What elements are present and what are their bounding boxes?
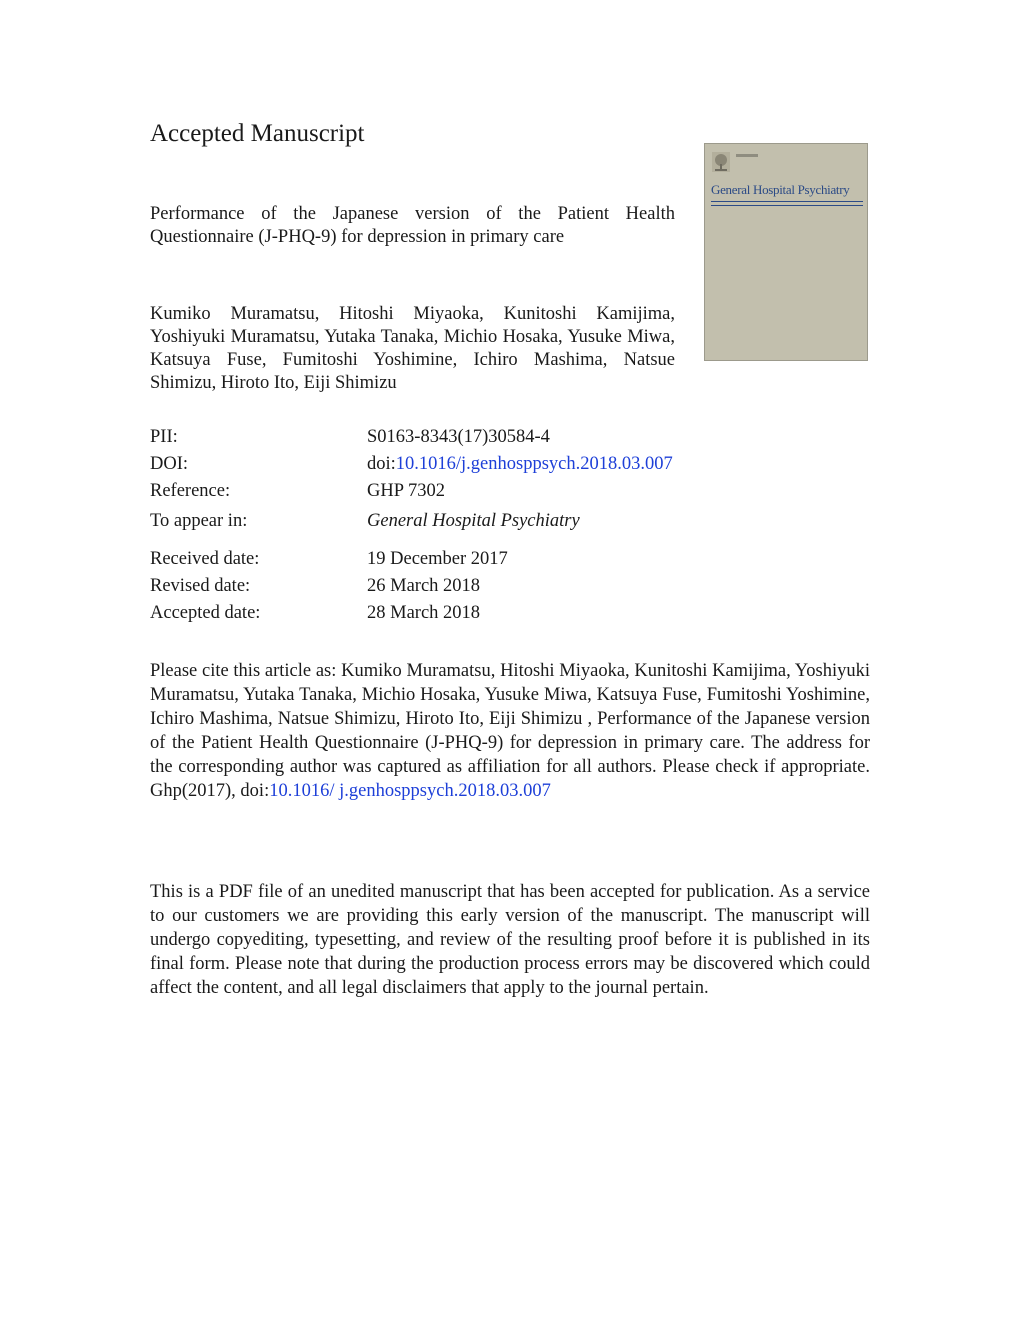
- page-heading: Accepted Manuscript: [150, 120, 365, 147]
- appear-label: To appear in:: [150, 511, 248, 531]
- accepted-value: 28 March 2018: [367, 603, 481, 623]
- journal-cover-image: [704, 143, 868, 361]
- accepted-label: Accepted date:: [150, 603, 261, 623]
- cover-small-text-bar: [736, 154, 758, 157]
- doi-value: [367, 453, 673, 476]
- cover-subtitle-band: [711, 201, 863, 206]
- meta-row-pii: [150, 426, 870, 453]
- article-metadata: [150, 426, 870, 629]
- appear-value: General Hospital Psychiatry: [367, 511, 580, 531]
- citation-paragraph: [150, 659, 870, 803]
- meta-row-doi: [150, 453, 870, 480]
- received-label: Received date:: [150, 549, 260, 569]
- meta-row-revised: [150, 575, 870, 602]
- author-list: Kumiko Muramatsu, Hitoshi Miyaoka, Kunitoshi Kamijima, Yoshiyuki Muramatsu, Yutaka Tanaka, Michio Hosaka, Yusuke Miwa, Katsuya Fuse, Fumitoshi Yoshimine, Ichiro Mashima, Natsue Shimizu, Hiroto Ito, Eiji Shimizu: [150, 304, 675, 393]
- meta-row-accepted: [150, 602, 870, 629]
- citation-doi-link[interactable]: 10.1016/ j.genhosppsych.2018.03.007: [269, 781, 551, 801]
- disclaimer-paragraph: This is a PDF file of an unedited manuscript that has been accepted for publication. As a service to our customers we are providing this early version of the manuscript. The manuscript will undergo copyediting, typesetting, and review of the resulting proof before it is published in its final form. Please note that during the production process errors may be discovered which could affect the content, and all legal disclaimers that apply to the journal pertain.: [150, 882, 870, 998]
- doi-label: DOI:: [150, 454, 189, 474]
- meta-row-received: [150, 548, 870, 575]
- pii-value: S0163-8343(17)30584-4: [367, 427, 550, 447]
- meta-row-reference: [150, 480, 870, 510]
- reference-value: GHP 7302: [367, 481, 445, 501]
- meta-row-appear: [150, 510, 870, 548]
- revised-label: Revised date:: [150, 576, 251, 596]
- received-value: 19 December 2017: [367, 549, 508, 569]
- cover-journal-title: General Hospital Psychiatry: [711, 182, 850, 197]
- pii-label: PII:: [150, 427, 178, 447]
- reference-label: Reference:: [150, 481, 231, 501]
- elsevier-tree-logo-icon: [712, 152, 730, 172]
- citation-text: Please cite this article as: Kumiko Muramatsu, Hitoshi Miyaoka, Kunitoshi Kamijima, Yoshiyuki Muramatsu, Yutaka Tanaka, Michio Hosaka, Yusuke Miwa, Katsuya Fuse, Fumitoshi Yoshimine, Ichiro Mashima, Natsue Shimizu, Hiroto Ito, Eiji Shimizu , Performance of the Japanese version of the Patient Health Questionnaire (J-PHQ-9) for depression in primary care. The address for the corresponding author was captured as affiliation for all authors. Please check if appropriate. Ghp(2017), doi:: [150, 661, 870, 801]
- doi-link[interactable]: 10.1016/j.genhosppsych.2018.03.007: [395, 454, 673, 474]
- revised-value: 26 March 2018: [367, 576, 481, 596]
- article-title: Performance of the Japanese version of the Patient Health Questionnaire (J-PHQ-9) for depression in primary care: [150, 204, 675, 247]
- doi-prefix: doi:: [367, 454, 396, 474]
